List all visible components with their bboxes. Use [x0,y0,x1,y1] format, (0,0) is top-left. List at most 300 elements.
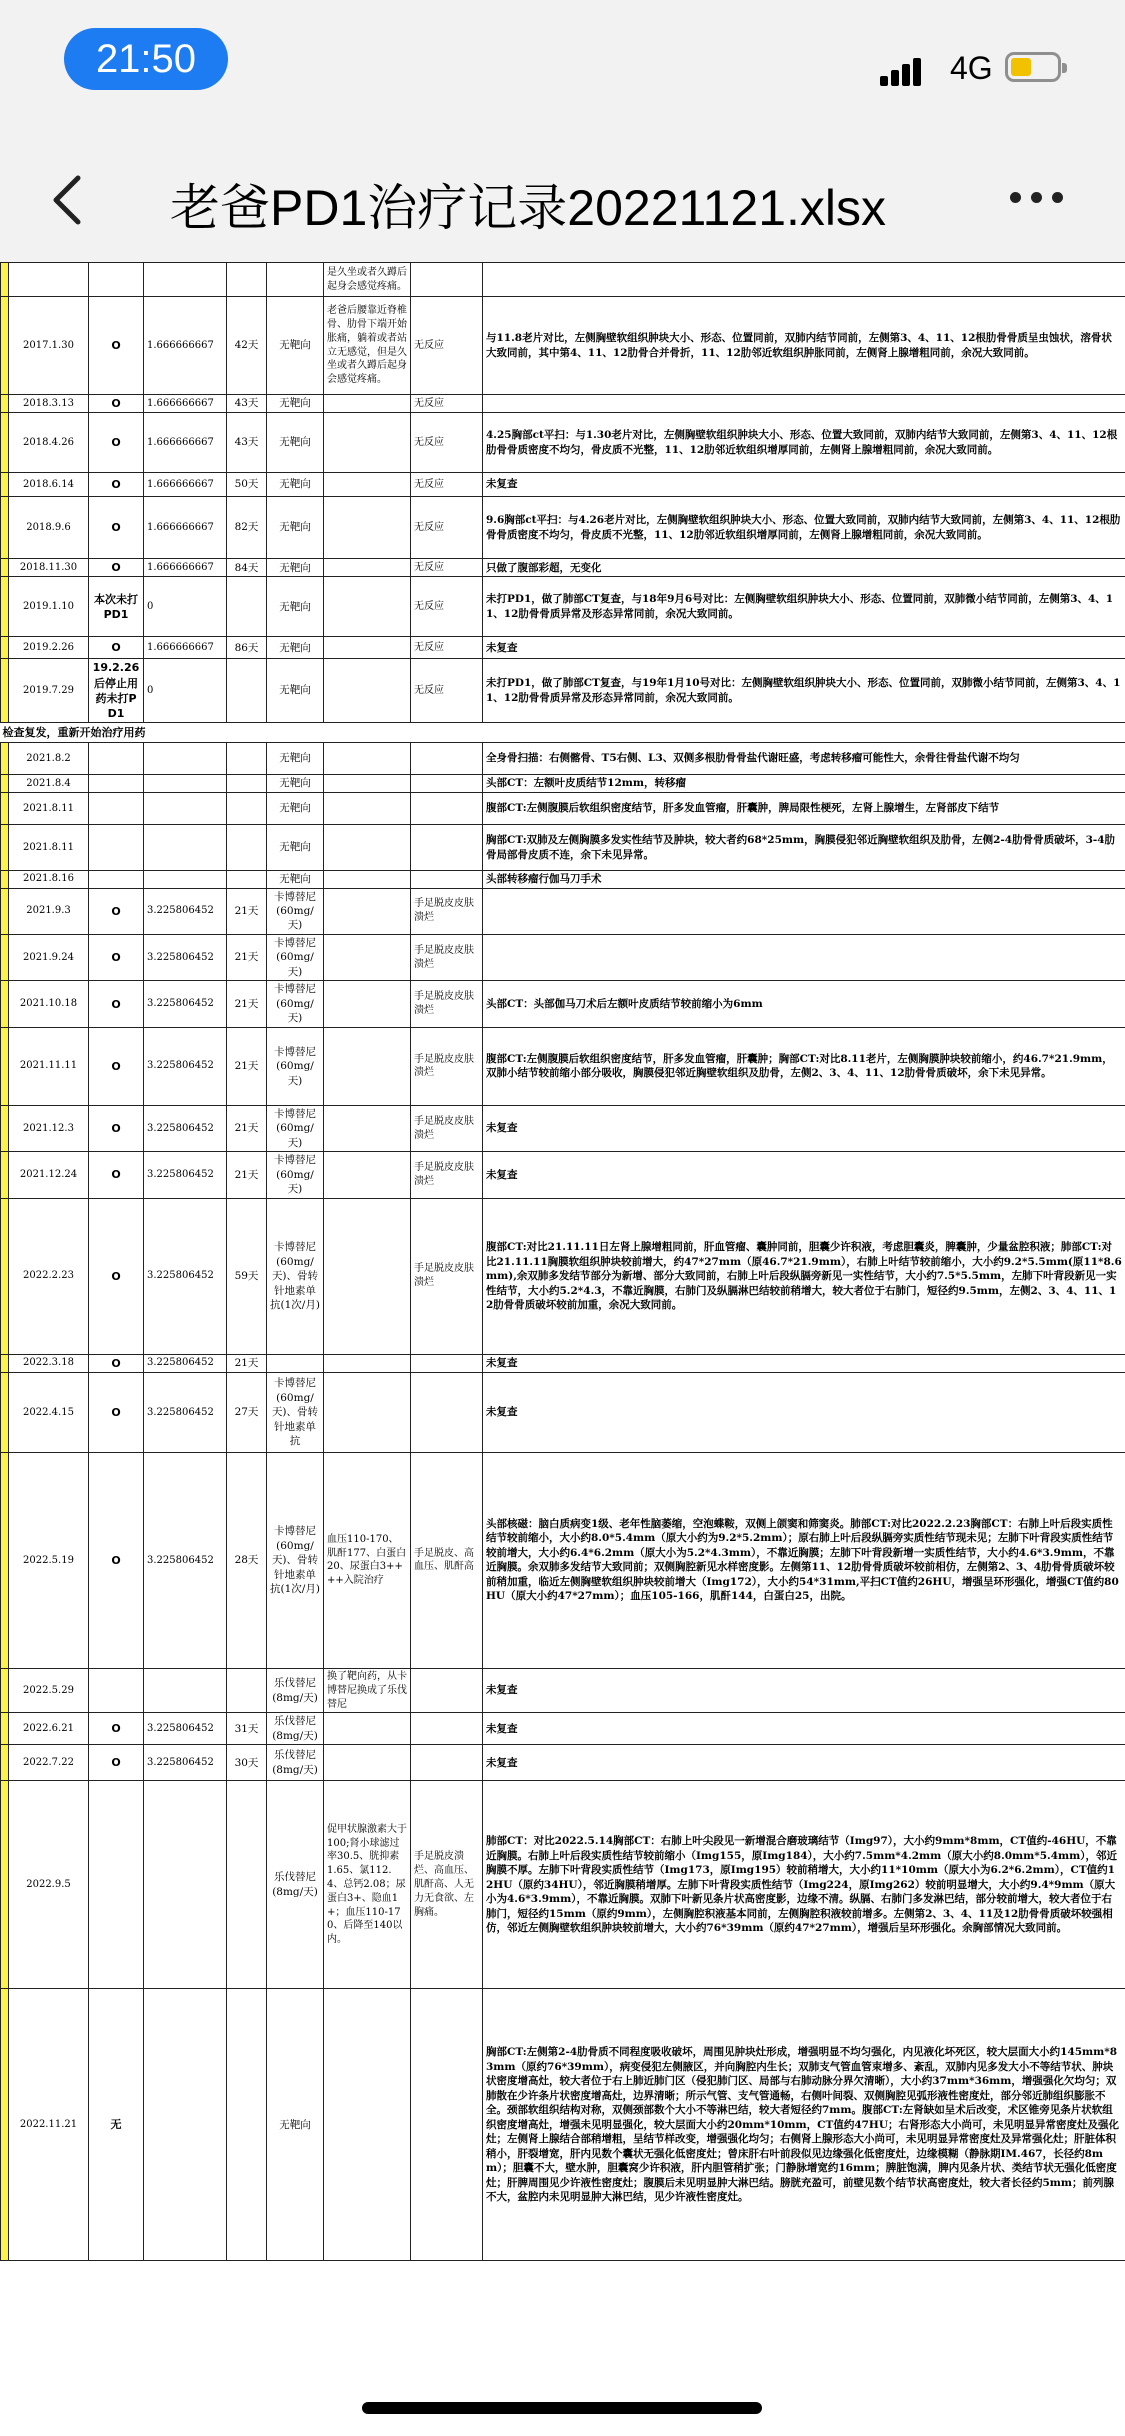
cell-date[interactable]: 2022.11.21 [9,1989,89,2261]
cell-date[interactable]: 2022.3.18 [9,1354,89,1372]
cell-dose[interactable] [89,825,144,871]
cell-exam[interactable]: 未打PD1，做了肺部CT复查，与18年9月6号对比：左侧胸壁软组织肿块大小、形态、位置同前，双肺微小结节同前，左侧第3、4、11、12肋骨骨质异常及形态异常同前，余况大致同前。 [483,577,1125,637]
cell-dose[interactable]: O [89,1027,144,1105]
cell-exam[interactable]: 未复查 [483,1152,1125,1198]
cell-exam[interactable]: 未复查 [483,637,1125,659]
cell-exam[interactable]: 只做了腹部彩超，无变化 [483,559,1125,577]
cell-drug[interactable]: 无靶向 [267,871,324,888]
cell-date[interactable]: 2022.4.15 [9,1372,89,1452]
cell-dose[interactable]: O [89,413,144,473]
cell-symptom[interactable] [324,497,411,559]
cell-value[interactable]: 3.225806452 [144,1354,227,1372]
table-row[interactable] [1,871,1125,888]
cell-symptom[interactable] [324,395,411,413]
table-row[interactable] [1,1372,1125,1452]
table-row[interactable] [1,297,1125,395]
cell-dose[interactable]: O [89,1452,144,1668]
section-row[interactable] [1,723,1125,743]
cell-symptom[interactable] [324,559,411,577]
cell-exam[interactable]: 未复查 [483,1745,1125,1781]
cell-drug[interactable]: 无靶向 [267,637,324,659]
cell-value[interactable] [144,775,227,793]
table-row[interactable] [1,1354,1125,1372]
cell-interval[interactable] [227,825,267,871]
cell-symptom[interactable] [324,659,411,723]
table-row[interactable] [1,577,1125,637]
cell-effect[interactable] [411,1745,483,1781]
cell-exam[interactable] [483,934,1125,980]
table-row[interactable] [1,1198,1125,1354]
cell-date[interactable]: 2021.8.4 [9,775,89,793]
cell-symptom[interactable]: 老爸后腰靠近脊椎骨、肋骨下端开始胀痛，躺着或者站立无感觉，但是久坐或者久蹲后起身会感觉疼痛。 [324,297,411,395]
cell-date[interactable]: 2018.4.26 [9,413,89,473]
table-row[interactable] [1,413,1125,473]
cell-date[interactable]: 2019.1.10 [9,577,89,637]
row-marker [1,1713,9,1745]
cell-value[interactable] [144,825,227,871]
cell-dose[interactable]: 19.2.26后停止用药未打PD1 [89,659,144,723]
cell-value[interactable]: 1.666666667 [144,297,227,395]
cell-interval[interactable] [227,793,267,825]
cell-date[interactable]: 2019.2.26 [9,637,89,659]
row-marker [1,1668,9,1712]
cell-effect[interactable]: 手足脱皮皮肤溃烂 [411,1027,483,1105]
cell-symptom[interactable] [324,981,411,1027]
cell-exam[interactable]: 肺部CT：对比2022.5.14胸部CT：右肺上叶尖段见一新增混合磨玻璃结节（Img97），大小约9mm*8mm，CT值约-46HU，不靠近胸膜。右肺上叶后段实质性结节较前缩小（Img155，原Img184），大小约7.5mm*4.2mm（原大小约8.0mm*5.4mm），邻近胸膜不厚。左肺下叶背段实质性结节（Img173，原Img195）较前稍增大，大小约11*10mm（原大小为6.2*6.2mm），CT值约12HU（原约34HU），邻近胸膜稍增厚。左肺下叶背段实质性结节（Img224，原Img262）较前明显增大，大小约9.4*9mm（原大小为4.6*3.9mm），不靠近胸膜。双肺下叶新见条片状高密度影，边缘不清。纵膈、右肺门多发淋巴结，部分较前增大，较大者位于右肺门，短径约15mm（原约9mm），左侧胸腔积液基本同前，左侧胸腔积液较前增多。左侧第2、3、4、11及12肋骨骨质破坏较强相仿，邻近左侧胸壁软组织肿块较前增大，大小约76*39mm（原约47*27mm），增强后呈环形强化。余胸部情况大致同前。 [483,1781,1125,1989]
cell-interval[interactable]: 21天 [227,1027,267,1105]
cell-dose[interactable]: O [89,1372,144,1452]
cell-value[interactable]: 1.666666667 [144,395,227,413]
cell-value[interactable] [144,793,227,825]
cell-interval[interactable] [227,1781,267,1989]
cell-dose[interactable] [89,263,144,297]
table-row[interactable] [1,825,1125,871]
cell-dose[interactable] [89,1668,144,1712]
table-row[interactable] [1,1781,1125,1989]
cell-date[interactable]: 2021.8.16 [9,871,89,888]
cell-drug[interactable]: 无靶向 [267,395,324,413]
row-marker [1,263,9,297]
cell-symptom[interactable] [324,1745,411,1781]
cell-effect[interactable]: 无反应 [411,413,483,473]
cell-effect[interactable]: 手足脱皮皮肤溃烂 [411,1105,483,1151]
cell-dose[interactable]: O [89,888,144,934]
cell-drug[interactable]: 无靶向 [267,559,324,577]
cell-date[interactable]: 2017.1.30 [9,297,89,395]
cell-symptom[interactable]: 是久坐或者久蹲后起身会感觉疼痛。 [324,263,411,297]
cell-effect[interactable] [411,263,483,297]
cell-interval[interactable]: 27天 [227,1372,267,1452]
cell-effect[interactable]: 手足脱皮皮肤溃烂 [411,1198,483,1354]
status-bar [0,0,1125,130]
table-row[interactable] [1,1745,1125,1781]
cell-dose[interactable]: O [89,1152,144,1198]
cell-interval[interactable] [227,1989,267,2261]
cell-effect[interactable]: 无反应 [411,297,483,395]
cell-interval[interactable]: 21天 [227,1105,267,1151]
cell-value[interactable]: 3.225806452 [144,981,227,1027]
cell-drug[interactable]: 卡博替尼(60mg/天) [267,888,324,934]
cell-date[interactable]: 2022.5.19 [9,1452,89,1668]
cell-value[interactable]: 3.225806452 [144,934,227,980]
cell-effect[interactable]: 无反应 [411,637,483,659]
cell-date[interactable]: 2021.8.11 [9,793,89,825]
row-marker [1,297,9,395]
cell-value[interactable] [144,1989,227,2261]
cell-effect[interactable]: 手足脱皮皮肤溃烂 [411,981,483,1027]
cell-drug[interactable]: 卡博替尼(60mg/天) [267,934,324,980]
cell-value[interactable] [144,743,227,775]
spreadsheet-view[interactable] [0,262,1125,2352]
cell-drug[interactable]: 无靶向 [267,825,324,871]
cell-interval[interactable] [227,263,267,297]
cell-exam[interactable]: 全身骨扫描：右侧髂骨、T5右侧、L3、双侧多根肋骨骨盐代谢旺盛，考虑转移瘤可能性大，余骨往骨盐代谢不均匀 [483,743,1125,775]
cell-date[interactable]: 2021.11.11 [9,1027,89,1105]
cell-drug[interactable]: 无靶向 [267,1989,324,2261]
cell-value[interactable]: 0 [144,659,227,723]
back-chevron-icon[interactable] [40,170,100,230]
cell-symptom[interactable] [324,1027,411,1105]
cell-dose[interactable]: 本次未打PD1 [89,577,144,637]
cell-dose[interactable]: O [89,1713,144,1745]
cell-drug[interactable]: 卡博替尼(60mg/天) [267,1105,324,1151]
cell-symptom[interactable]: 血压110-170、肌酐177、白蛋白20、尿蛋白3++++入院治疗 [324,1452,411,1668]
cell-drug[interactable]: 无靶向 [267,413,324,473]
cell-exam[interactable]: 胸部CT:双肺及左侧胸膜多发实性结节及肿块，较大者约68*25mm，胸膜侵犯邻近胸壁软组织及肋骨，左侧2-4肋骨骨质破坏，3-4肋骨局部骨皮质不连，余下未见异常。 [483,825,1125,871]
row-marker [1,1989,9,2261]
cell-interval[interactable]: 21天 [227,934,267,980]
cell-value[interactable]: 3.225806452 [144,1027,227,1105]
row-marker [1,981,9,1027]
cell-drug[interactable]: 无靶向 [267,577,324,637]
cell-drug[interactable]: 卡博替尼(60mg/天)、骨转针地素单抗(1次/月) [267,1198,324,1354]
cell-date[interactable]: 2021.8.11 [9,825,89,871]
cell-drug[interactable] [267,1354,324,1372]
cell-interval[interactable] [227,743,267,775]
cell-dose[interactable]: O [89,934,144,980]
cell-effect[interactable]: 手足脱皮皮肤溃烂 [411,1152,483,1198]
cell-drug[interactable]: 乐伐替尼(8mg/天) [267,1713,324,1745]
cell-symptom[interactable] [324,1152,411,1198]
cell-date[interactable]: 2019.7.29 [9,659,89,723]
table-row[interactable] [1,395,1125,413]
cell-dose[interactable] [89,793,144,825]
cell-effect[interactable] [411,1372,483,1452]
cell-date[interactable]: 2018.6.14 [9,473,89,497]
cell-value[interactable]: 3.225806452 [144,1198,227,1354]
cell-interval[interactable]: 21天 [227,981,267,1027]
cell-dose[interactable]: 无 [89,1989,144,2261]
cell-value[interactable]: 3.225806452 [144,1713,227,1745]
cell-value[interactable]: 1.666666667 [144,559,227,577]
table-row[interactable] [1,1989,1125,2261]
cell-exam[interactable]: 胸部CT:左侧第2-4肋骨质不同程度吸收破坏，周围见肿块灶形成，增强明显不均匀强化，内见液化坏死区，较大层面大小约145mm*83mm（原约76*39mm），病变侵犯左侧腋区，并向胸腔内生长；双肺支气管血管束增多、紊乱，双肺内见多发大小不等结节状、肿块状密度增高灶，较大者位于右上肺近肺门区（侵犯肺门区、局部与右肺动脉分界欠清晰），大小约37mm*36mm，增强强化欠均匀；双肺散在少许条片状密度增高灶，边界清晰；所示气管、支气管通畅，右侧叶间裂、双侧胸腔见弧形液性密度灶，部分邻近肺组织膨胀不全。颈部软组织结构对称，双侧颈部数个大小不等淋巴结，较大者短径约7mm。腹部CT:左肾缺如呈术后改变，术区锥旁见条片状软组织密度增高灶，增强未见明显强化，较大层面大小约20mm*10mm，CT值约47HU；右肾形态大小尚可，未见明显异常密度灶及强化灶；左侧肾上腺结合部稍增粗，呈结节样改变，增强强化均匀；右侧肾上腺形态大小尚可，未见明显异常密度灶及异常强化灶；肝脏体积稍小，肝裂增宽，肝内见数个囊状无强化低密度灶；曾床肝右叶前段似见边缘强化低密度灶，边缘模糊（静脉期IM.467，长径约8mm）；胆囊不大，壁水肿，胆囊窝少许积液，肝内胆管稍扩张；门静脉增宽约16mm；脾脏饱满，脾内见条片状、类结节状无强化低密度灶；肝脾周围见少许液性密度灶；腹膜后未见明显肿大淋巴结。膀胱充盈可，前壁见数个结节状高密度灶，较大者长径约5mm；前列腺不大，盆腔内未见明显肿大淋巴结，见少许液性密度灶。 [483,1989,1125,2261]
cell-dose[interactable]: O [89,981,144,1027]
cell-symptom[interactable] [324,577,411,637]
cell-effect[interactable]: 无反应 [411,497,483,559]
table-row[interactable] [1,1105,1125,1151]
cell-dose[interactable]: O [89,637,144,659]
table-row[interactable] [1,981,1125,1027]
cell-exam[interactable]: 腹部CT:左侧腹膜后软组织密度结节，肝多发血管瘤，肝囊肿，脾局限性梗死，左肾上腺增生，左肾部皮下结节 [483,793,1125,825]
table-row[interactable] [1,473,1125,497]
cell-symptom[interactable] [324,1713,411,1745]
cell-exam[interactable] [483,263,1125,297]
cell-exam[interactable]: 未复查 [483,1668,1125,1712]
cell-symptom[interactable]: 换了靶向药，从卡博替尼换成了乐伐替尼 [324,1668,411,1712]
cell-exam[interactable]: 未复查 [483,1105,1125,1151]
cell-symptom[interactable] [324,1105,411,1151]
cell-exam[interactable] [483,888,1125,934]
cell-drug[interactable]: 无靶向 [267,297,324,395]
cell-drug[interactable]: 卡博替尼(60mg/天)、骨转针地素单抗 [267,1372,324,1452]
cell-value[interactable] [144,1668,227,1712]
cell-dose[interactable] [89,1781,144,1989]
cell-dose[interactable]: O [89,1105,144,1151]
cell-drug[interactable]: 卡博替尼(60mg/天) [267,1152,324,1198]
cell-interval[interactable]: 50天 [227,473,267,497]
cell-symptom[interactable] [324,743,411,775]
cell-effect[interactable] [411,1354,483,1372]
cell-symptom[interactable] [324,793,411,825]
table-row[interactable] [1,1668,1125,1712]
cell-exam[interactable]: 头部CT：头部伽马刀术后左额叶皮质结节较前缩小为6mm [483,981,1125,1027]
cell-effect[interactable]: 无反应 [411,395,483,413]
table-row[interactable] [1,1452,1125,1668]
cell-drug[interactable]: 乐伐替尼(8mg/天) [267,1781,324,1989]
cell-interval[interactable]: 86天 [227,637,267,659]
cell-value[interactable] [144,1781,227,1989]
cell-dose[interactable] [89,775,144,793]
more-options-icon[interactable] [1010,188,1070,208]
cell-value[interactable] [144,871,227,888]
section-label: 检查复发，重新开始治疗用药 [1,723,1125,743]
cell-exam[interactable]: 未复查 [483,1354,1125,1372]
cell-dose[interactable] [89,743,144,775]
cell-symptom[interactable] [324,413,411,473]
cell-effect[interactable]: 手足脱皮皮肤溃烂 [411,888,483,934]
row-marker [1,1152,9,1198]
cell-drug[interactable]: 卡博替尼(60mg/天) [267,981,324,1027]
cell-effect[interactable] [411,825,483,871]
cell-effect[interactable] [411,1989,483,2261]
cell-exam[interactable]: 头部CT：左额叶皮质结节12mm，转移瘤 [483,775,1125,793]
cell-date[interactable]: 2018.3.13 [9,395,89,413]
cell-exam[interactable]: 与11.8老片对比，左侧胸壁软组织肿块大小、形态、位置同前，双肺内结节同前，左侧第3、4、11、12根肋骨骨质呈虫蚀状，溶骨状大致同前，其中第4、11、12肋骨合并骨折，11、12肋邻近软组织肿胀同前，左侧肾上腺增粗同前，余况大致同前。 [483,297,1125,395]
cell-value[interactable] [144,263,227,297]
cell-drug[interactable]: 卡博替尼(60mg/天) [267,1027,324,1105]
cell-drug[interactable]: 无靶向 [267,659,324,723]
cell-date[interactable]: 2021.10.18 [9,981,89,1027]
cell-drug[interactable] [267,263,324,297]
table-row[interactable] [1,775,1125,793]
cell-date[interactable]: 2018.9.6 [9,497,89,559]
cell-exam[interactable]: 未打PD1，做了肺部CT复查，与19年1月10号对比：左侧胸壁软组织肿块大小、形态、位置同前，双肺微小结节同前，左侧第3、4、11、12肋骨骨质异常及形态异常同前，余况大致同前。 [483,659,1125,723]
table-row[interactable] [1,934,1125,980]
cell-exam[interactable]: 未复查 [483,1372,1125,1452]
cell-exam[interactable]: 4.25胸部ct平扫：与1.30老片对比，左侧胸壁软组织肿块大小、形态、位置大致同前，双肺内结节大致同前，左侧第3、4、11、12根肋骨骨质密度不均匀，骨皮质不光整，11、12肋邻近软组织增厚同前，左侧肾上腺增粗同前，余况大致同前。 [483,413,1125,473]
cell-exam[interactable]: 腹部CT:对比21.11.11日左肾上腺增粗同前，肝血管瘤、囊肿同前，胆囊少许积液，考虑胆囊炎，脾囊肿，少量盆腔积液；肺部CT:对比21.11.11胸膜软组织肿块较前增大，约47*27mm（原46.7*21.9mm），右肺上叶结节较前缩小，大小约9.2*5.5mm(原11*8.6mm),余双肺多发结节部分为新增、部分大致同前，右肺上叶后段纵膈旁新见一实性结节，大小约7.5*5.5mm，左肺下叶背段新见一实性结节，大小约5.2*4.3，不靠近胸膜，右肺门及纵膈淋巴结较前稍增大，较大者位于右肺门，短径约9.5mm，左侧2、3、4、11、12肋骨骨质破坏较前加重，余况大致同前。 [483,1198,1125,1354]
row-marker [1,659,9,723]
cell-date[interactable]: 2022.9.5 [9,1781,89,1989]
table-row[interactable] [1,793,1125,825]
cell-drug[interactable]: 卡博替尼(60mg/天)、骨转针地素单抗(1次/月) [267,1452,324,1668]
cell-exam[interactable] [483,395,1125,413]
cell-effect[interactable] [411,793,483,825]
cell-date[interactable]: 2022.2.23 [9,1198,89,1354]
row-marker [1,871,9,888]
table-row[interactable] [1,1713,1125,1745]
cell-interval[interactable] [227,577,267,637]
cell-drug[interactable]: 无靶向 [267,743,324,775]
table-row[interactable] [1,497,1125,559]
cell-date[interactable]: 2021.9.24 [9,934,89,980]
cell-interval[interactable] [227,1668,267,1712]
cell-exam[interactable]: 头部转移瘤行伽马刀手术 [483,871,1125,888]
cell-value[interactable]: 1.666666667 [144,497,227,559]
cell-value[interactable]: 3.225806452 [144,1152,227,1198]
cell-date[interactable]: 2018.11.30 [9,559,89,577]
cell-value[interactable]: 3.225806452 [144,888,227,934]
table-row[interactable] [1,1027,1125,1105]
cell-drug[interactable]: 无靶向 [267,775,324,793]
cell-dose[interactable]: O [89,1198,144,1354]
table-row[interactable] [1,888,1125,934]
cell-dose[interactable]: O [89,395,144,413]
row-marker [1,1198,9,1354]
cell-dose[interactable]: O [89,559,144,577]
cell-effect[interactable]: 无反应 [411,559,483,577]
cell-interval[interactable]: 31天 [227,1713,267,1745]
cell-dose[interactable]: O [89,297,144,395]
cell-dose[interactable]: O [89,1745,144,1781]
network-type: 4G [950,50,993,86]
cell-symptom[interactable] [324,934,411,980]
table-row[interactable] [1,559,1125,577]
status-time[interactable]: 21:50 [64,28,228,90]
battery-icon [1005,52,1061,82]
cell-interval[interactable] [227,871,267,888]
cell-drug[interactable]: 乐伐替尼(8mg/天) [267,1668,324,1712]
cell-dose[interactable]: O [89,473,144,497]
row-marker [1,1105,9,1151]
cell-symptom[interactable] [324,888,411,934]
cell-symptom[interactable] [324,637,411,659]
cell-effect[interactable]: 无反应 [411,473,483,497]
cell-date[interactable]: 2022.6.21 [9,1713,89,1745]
cell-interval[interactable] [227,659,267,723]
cell-symptom[interactable] [324,473,411,497]
cell-value[interactable]: 1.666666667 [144,473,227,497]
table-row[interactable] [1,1152,1125,1198]
cell-symptom[interactable] [324,1354,411,1372]
cell-effect[interactable] [411,1713,483,1745]
cell-date[interactable]: 2021.9.3 [9,888,89,934]
cell-date[interactable]: 2022.5.29 [9,1668,89,1712]
table-row[interactable] [1,743,1125,775]
cell-exam[interactable]: 9.6胸部ct平扫：与4.26老片对比，左侧胸壁软组织肿块大小、形态、位置大致同前，双肺内结节大致同前，左侧第3、4、11、12根肋骨骨质密度不均匀，骨皮质不光整，11、12肋邻近软组织增厚同前，左侧肾上腺增粗同前，余况大致同前。 [483,497,1125,559]
nav-bar [0,130,1125,263]
cell-value[interactable]: 3.225806452 [144,1372,227,1452]
table-row[interactable] [1,263,1125,297]
table-row[interactable] [1,659,1125,723]
battery-level [1011,58,1031,76]
cell-date[interactable]: 2021.8.2 [9,743,89,775]
cell-drug[interactable]: 乐伐替尼(8mg/天) [267,1745,324,1781]
cell-symptom[interactable] [324,775,411,793]
cell-effect[interactable]: 手足脱皮溃烂、高血压、肌酐高、人无力无食欲、左胸痛。 [411,1781,483,1989]
cell-date[interactable]: 2021.12.24 [9,1152,89,1198]
cell-exam[interactable]: 未复查 [483,473,1125,497]
table-row[interactable] [1,637,1125,659]
cell-interval[interactable]: 59天 [227,1198,267,1354]
cell-value[interactable]: 0 [144,577,227,637]
cell-exam[interactable]: 头部核磁：脑白质病变1级、老年性脑萎缩，空泡蝶鞍，双侧上颌窦和筛窦炎。肺部CT:对比2022.2.23胸部CT：右肺上叶后段实质性结节较前缩小，大小约8.0*5.4mm（原大小约为9.2*5.2mm）；原右肺上叶后段纵膈旁实质性结节现未见；左肺下叶背段实质性结节较前增大，大小约6.4*6.2mm（原大小为5.2*4.3mm），不靠近胸膜；左肺下叶背段新增一实质性结节，大小约4.6*3.9mm，不靠近胸膜。余双肺多发结节大致同前；双侧胸腔新见水样密度影。左侧第11、12肋骨骨质破坏较前相仿，左侧第2、3、4肋骨骨质破坏较前稍加重，临近左侧胸壁软组织肿块较前增大（Img172），大小约54*31mm,平扫CT值约26HU，增强呈环形强化，增强CT值约80HU（原大小约47*27mm）；血压105-166，肌酐144，白蛋白25，出院。 [483,1452,1125,1668]
cell-dose[interactable]: O [89,497,144,559]
row-marker [1,775,9,793]
cell-effect[interactable]: 无反应 [411,659,483,723]
cell-interval[interactable] [227,775,267,793]
cell-symptom[interactable] [324,1198,411,1354]
cell-symptom[interactable] [324,1989,411,2261]
cell-value[interactable]: 1.666666667 [144,413,227,473]
cell-symptom[interactable] [324,825,411,871]
cell-symptom[interactable] [324,871,411,888]
cell-value[interactable]: 3.225806452 [144,1745,227,1781]
cell-interval[interactable]: 21天 [227,1354,267,1372]
cell-effect[interactable] [411,871,483,888]
cell-date[interactable]: 2021.12.3 [9,1105,89,1151]
row-marker [1,934,9,980]
cell-exam[interactable]: 未复查 [483,1713,1125,1745]
cell-dose[interactable]: O [89,1354,144,1372]
row-marker [1,888,9,934]
row-marker [1,473,9,497]
cell-effect[interactable]: 无反应 [411,577,483,637]
cell-interval[interactable]: 43天 [227,395,267,413]
cell-interval[interactable]: 82天 [227,497,267,559]
cell-interval[interactable]: 84天 [227,559,267,577]
cell-dose[interactable] [89,871,144,888]
cell-date[interactable]: 2022.7.22 [9,1745,89,1781]
cell-interval[interactable]: 43天 [227,413,267,473]
cell-value[interactable]: 3.225806452 [144,1105,227,1151]
cell-drug[interactable]: 无靶向 [267,473,324,497]
cell-value[interactable]: 1.666666667 [144,637,227,659]
cell-date[interactable] [9,263,89,297]
cell-effect[interactable]: 手足脱皮皮肤溃烂 [411,934,483,980]
cell-effect[interactable] [411,743,483,775]
cell-interval[interactable]: 30天 [227,1745,267,1781]
cell-value[interactable]: 3.225806452 [144,1452,227,1668]
home-indicator[interactable] [362,2402,762,2414]
cell-effect[interactable]: 手足脱皮、高血压、肌酐高 [411,1452,483,1668]
cell-symptom[interactable] [324,1372,411,1452]
cell-interval[interactable]: 21天 [227,888,267,934]
cell-drug[interactable]: 无靶向 [267,497,324,559]
cell-interval[interactable]: 28天 [227,1452,267,1668]
cell-exam[interactable]: 腹部CT:左侧腹膜后软组织密度结节，肝多发血管瘤，肝囊肿；胸部CT:对比8.11老片，左侧胸膜肿块较前缩小，约46.7*21.9mm，双肺小结节较前缩小部分吸收，胸膜侵犯邻近胸壁软组织及肋骨，左侧2、3、4、11、12肋骨骨质破坏，余下未见异常。 [483,1027,1125,1105]
row-marker [1,413,9,473]
cell-effect[interactable] [411,1668,483,1712]
cell-drug[interactable]: 无靶向 [267,793,324,825]
row-marker [1,1027,9,1105]
cell-interval[interactable]: 21天 [227,1152,267,1198]
cell-symptom[interactable]: 促甲状腺激素大于100;肾小球滤过率30.5、胱抑素1.65、氯112.4、总钙2.08；尿蛋白3+、隐血1+；血压110-170、后降至140以内。 [324,1781,411,1989]
cell-interval[interactable]: 42天 [227,297,267,395]
treatment-table [0,262,1125,2261]
cell-effect[interactable] [411,775,483,793]
